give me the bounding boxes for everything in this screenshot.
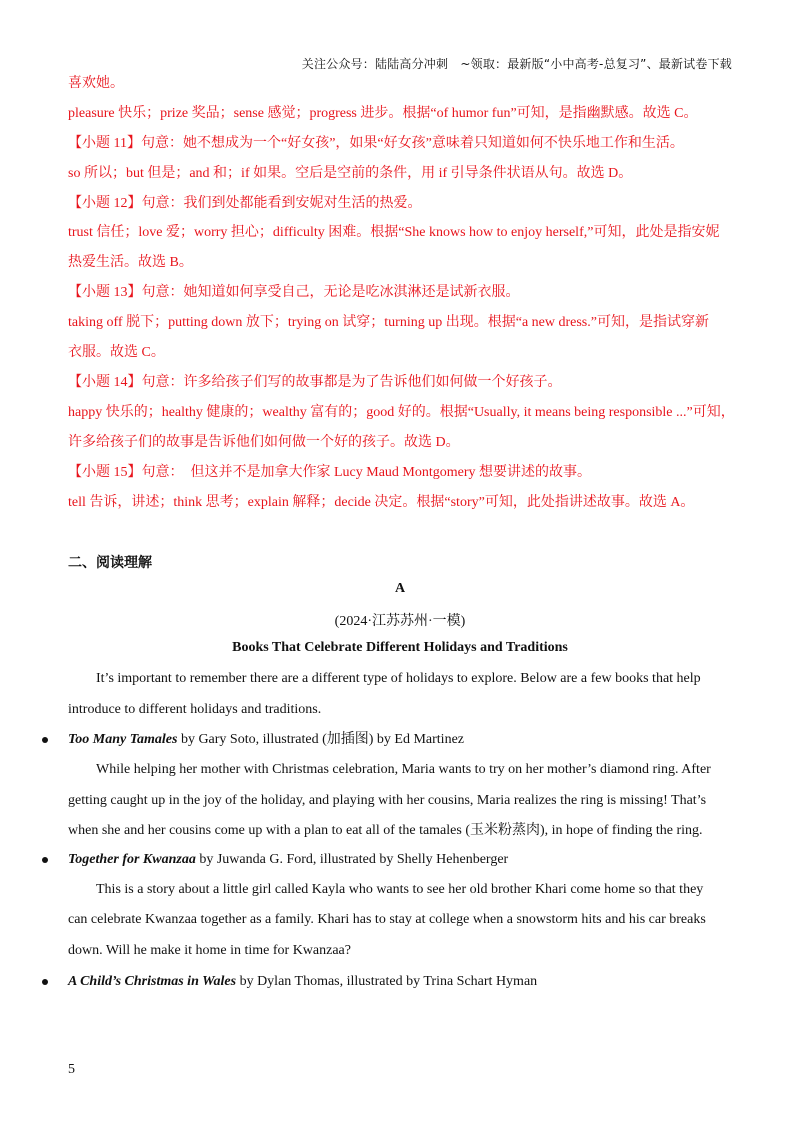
passage-source: (2024·江苏苏州·一模) (334, 614, 466, 629)
book-byline: by Gary Soto, illustrated (加插图) by Ed Martinez (177, 732, 464, 747)
answer-line: 【小题 13】句意：她知道如何享受自己，无论是吃冰淇淋还是试新衣服。 (68, 285, 520, 300)
section-title: 二、阅读理解 (68, 555, 152, 571)
bullet-icon (42, 737, 48, 743)
book-title: Too Many Tamales (68, 732, 178, 747)
answer-line: 【小题 15】句意： 但这并不是加拿大作家 Lucy Maud Montgomery 想要讲述的故事。 (68, 465, 592, 480)
answer-line: trust 信任；love 爱；worry 担心；difficulty 困难。根据“She knows how to enjoy herself,”可知，此处是指安妮 (68, 225, 720, 240)
answer-line: 【小题 11】句意：她不想成为一个“好女孩”，如果“好女孩”意味着只知道如何不快乐地工作和生活。 (68, 136, 684, 151)
bullet-icon (42, 979, 48, 985)
book-desc-line: This is a story about a little girl called Kayla who wants to see her old brother Khari come home so that they (96, 882, 704, 897)
intro-line: It’s important to remember there are a different type of holidays to explore. Below are a few books that help (96, 671, 701, 686)
passage-letter: A (394, 581, 406, 596)
answer-line: taking off 脱下；putting down 放下；trying on 试穿；turning up 出现。根据“a new dress.”可知，是指试穿新 (68, 315, 709, 330)
answer-line: 【小题 14】句意：许多给孩子们写的故事都是为了告诉他们如何做一个好孩子。 (68, 375, 562, 390)
book-heading (68, 850, 732, 870)
answer-line: 许多给孩子们的故事是告诉他们如何做一个好的孩子。故选 D。 (68, 435, 460, 450)
answer-line: 热爱生活。故选 B。 (68, 255, 193, 270)
book-heading (68, 972, 732, 992)
page-header: 关注公众号：陆陆高分冲刺 ~领取：最新版“小中高考-总复习”、最新试卷下载 (301, 57, 732, 71)
book-desc-line: down. Will he make it home in time for Kwanzaa? (68, 943, 351, 958)
answer-line: 喜欢她。 (68, 76, 124, 91)
book-desc-line: While helping her mother with Christmas celebration, Maria wants to try on her mother’s diamond ring. After (96, 762, 711, 777)
answer-line: pleasure 快乐；prize 奖品；sense 感觉；progress 进步。根据“of humor fun”可知，是指幽默感。故选 C。 (68, 106, 698, 121)
book-byline: by Dylan Thomas, illustrated by Trina Schart Hyman (236, 974, 538, 989)
passage-title: Books That Celebrate Different Holidays and Traditions (232, 640, 568, 655)
book-byline: by Juwanda G. Ford, illustrated by Shelly Hehenberger (195, 852, 509, 867)
book-title: A Child’s Christmas in Wales (68, 974, 237, 989)
answer-line: so 所以；but 但是；and 和；if 如果。空后是空前的条件，用 if 引导条件状语从句。故选 D。 (68, 166, 633, 181)
page-number: 5 (68, 1062, 75, 1077)
book-desc-line: getting caught up in the joy of the holiday, and playing with her cousins, Maria realizes the ring is missing! That’s (68, 793, 707, 808)
book-desc-line: when she and her cousins come up with a plan to eat all of the tamales (玉米粉蒸肉), in hope of finding the ring. (68, 823, 703, 838)
book-heading (68, 730, 732, 750)
book-title: Together for Kwanzaa (68, 852, 196, 867)
book-desc-line: can celebrate Kwanzaa together as a family. Khari has to stay at college when a snowstorm hits and his car breaks (68, 912, 706, 927)
intro-line: introduce to different holidays and traditions. (68, 702, 322, 717)
bullet-icon (42, 857, 48, 863)
answer-line: 衣服。故选 C。 (68, 345, 165, 360)
answer-line: happy 快乐的；healthy 健康的；wealthy 富有的；good 好的。根据“Usually, it means being responsible ...”可知， (68, 405, 735, 420)
answer-line: tell 告诉，讲述；think 思考；explain 解释；decide 决定。根据“story”可知，此处指讲述故事。故选 A。 (68, 495, 695, 510)
answer-line: 【小题 12】句意：我们到处都能看到安妮对生活的热爱。 (68, 196, 422, 211)
